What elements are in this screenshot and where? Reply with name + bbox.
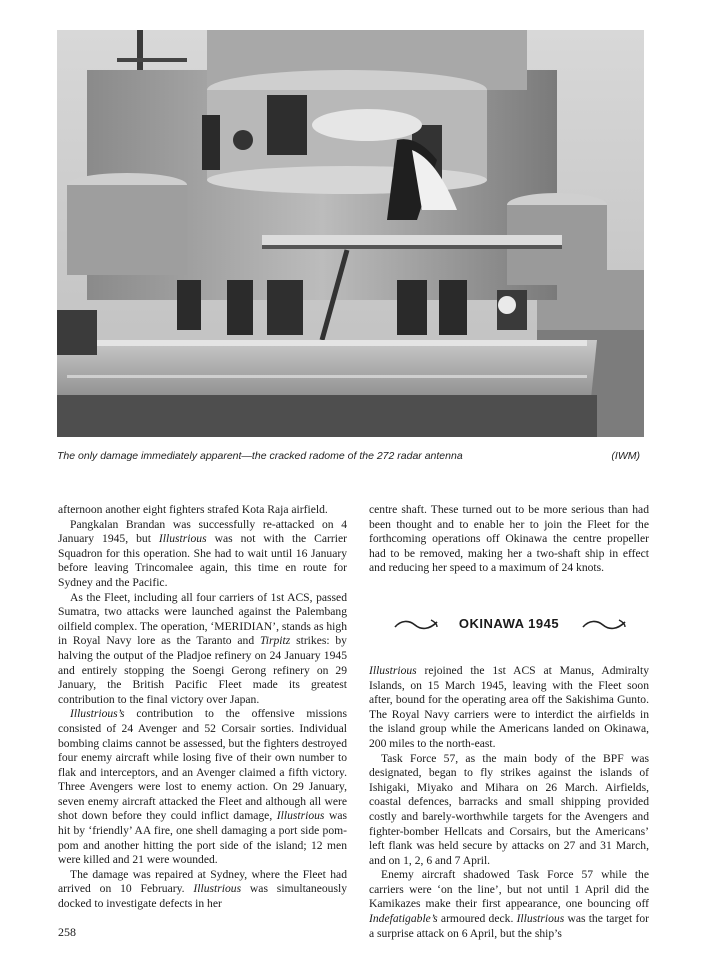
- right-paragraph-4: Enemy aircraft shadowed Task Force 57 while the carriers were ‘on the line’, but not until 1 April did the Kamikazes make their first appearance, one bouncing off Indefatigable’s armoured deck. Illustrious was the target for a surprise attack on 6 April, but the ship’s: [369, 868, 649, 940]
- section-heading: [369, 600, 649, 650]
- photo-caption: [57, 450, 644, 468]
- section-heading-text: OKINAWA 1945: [458, 615, 560, 631]
- caption-credit: (IWM): [611, 450, 640, 462]
- right-flourish-icon: [581, 618, 627, 632]
- left-paragraph-2: Pangkalan Brandan was successfully re-attacked on 4 January 1945, but Illustrious was not with the Carrier Squadron for this operation. She had to wait until 16 January before leaving Trincomalee again, this time en route for Sydney and the Pacific.: [58, 517, 347, 589]
- right-paragraph-2: Illustrious rejoined the 1st ACS at Manus, Admiralty Islands, on 15 March 1945, leaving with the Fleet soon after, bound for the operating area off the Sakishima Gunto. The Royal Navy carriers were to interdict the airfields in the island group while the Americans landed on Okinawa, 200 miles to the north-east.: [369, 663, 649, 750]
- left-paragraph-3: As the Fleet, including all four carriers of 1st ACS, passed Sumatra, two attacks were launched against the Palembang oilfield complex. The operation, ‘MERIDIAN’, stands as high in Royal Navy lore as the Taranto and Tirpitz strikes: by halving the output of the Pladjoe refinery on 24 January 1945 and entirely stopping the Soengi Gerong refinery on 29 January, the British Pacific Fleet made its greatest contribution to the final victory over Japan.: [58, 590, 347, 706]
- right-paragraph-3: Task Force 57, as the main body of the BPF was designated, began to fly strikes against the islands of Ishigaki, Miyako and Mihara on 26 March. Airfields, coastal defences, barracks and small shipping provided costly and barely-worthwhile targets for the Avengers and fighter-bomber Hellcats and Corsairs, but the Americans’ left flank was held secure by attacks on 27 and 31 March, and on 1, 2, 6 and 7 April.: [369, 751, 649, 867]
- ship-bridge-illustration: [57, 30, 644, 437]
- right-paragraph-1: centre shaft. These turned out to be more serious than had been thought and to enable her to join the Fleet for the forthcoming operations off Okinawa the centre propeller had to be removed, making her a two-shaft ship in effect and reducing her speed to a maximum of 24 knots.: [369, 503, 649, 575]
- left-text-column: [58, 503, 347, 912]
- left-paragraph-5: The damage was repaired at Sydney, where the Fleet had arrived on 10 February. Illustrious was simultaneously docked to investigate defects in her: [58, 867, 348, 911]
- page-number: 258: [58, 925, 76, 939]
- left-paragraph-1: afternoon another eight fighters strafed Kota Raja airfield.: [58, 503, 328, 516]
- right-text-column: [369, 503, 649, 941]
- ship-bridge-photo: [57, 30, 644, 437]
- left-paragraph-4: Illustrious’s contribution to the offensive missions consisted of 24 Avenger and 52 Corsair sorties. Individual bombing claims cannot be assessed, but the fighters destroyed four enemy aircraft while losing five of their own number to flak and interceptors, and an Avenger claimed a fifth victory. Three Avengers were lost to enemy action. On 29 January, seven enemy aircraft attacked the Fleet and although all were shot down before they could inflict damage, Illustrious was hit by ‘friendly’ AA fire, one shell damaging a port side pom-pom and another hitting the port side of the island; 12 men were killed and 21 were wounded.: [58, 707, 347, 867]
- caption-text: The only damage immediately apparent—the cracked radome of the 272 radar antenna: [57, 450, 463, 462]
